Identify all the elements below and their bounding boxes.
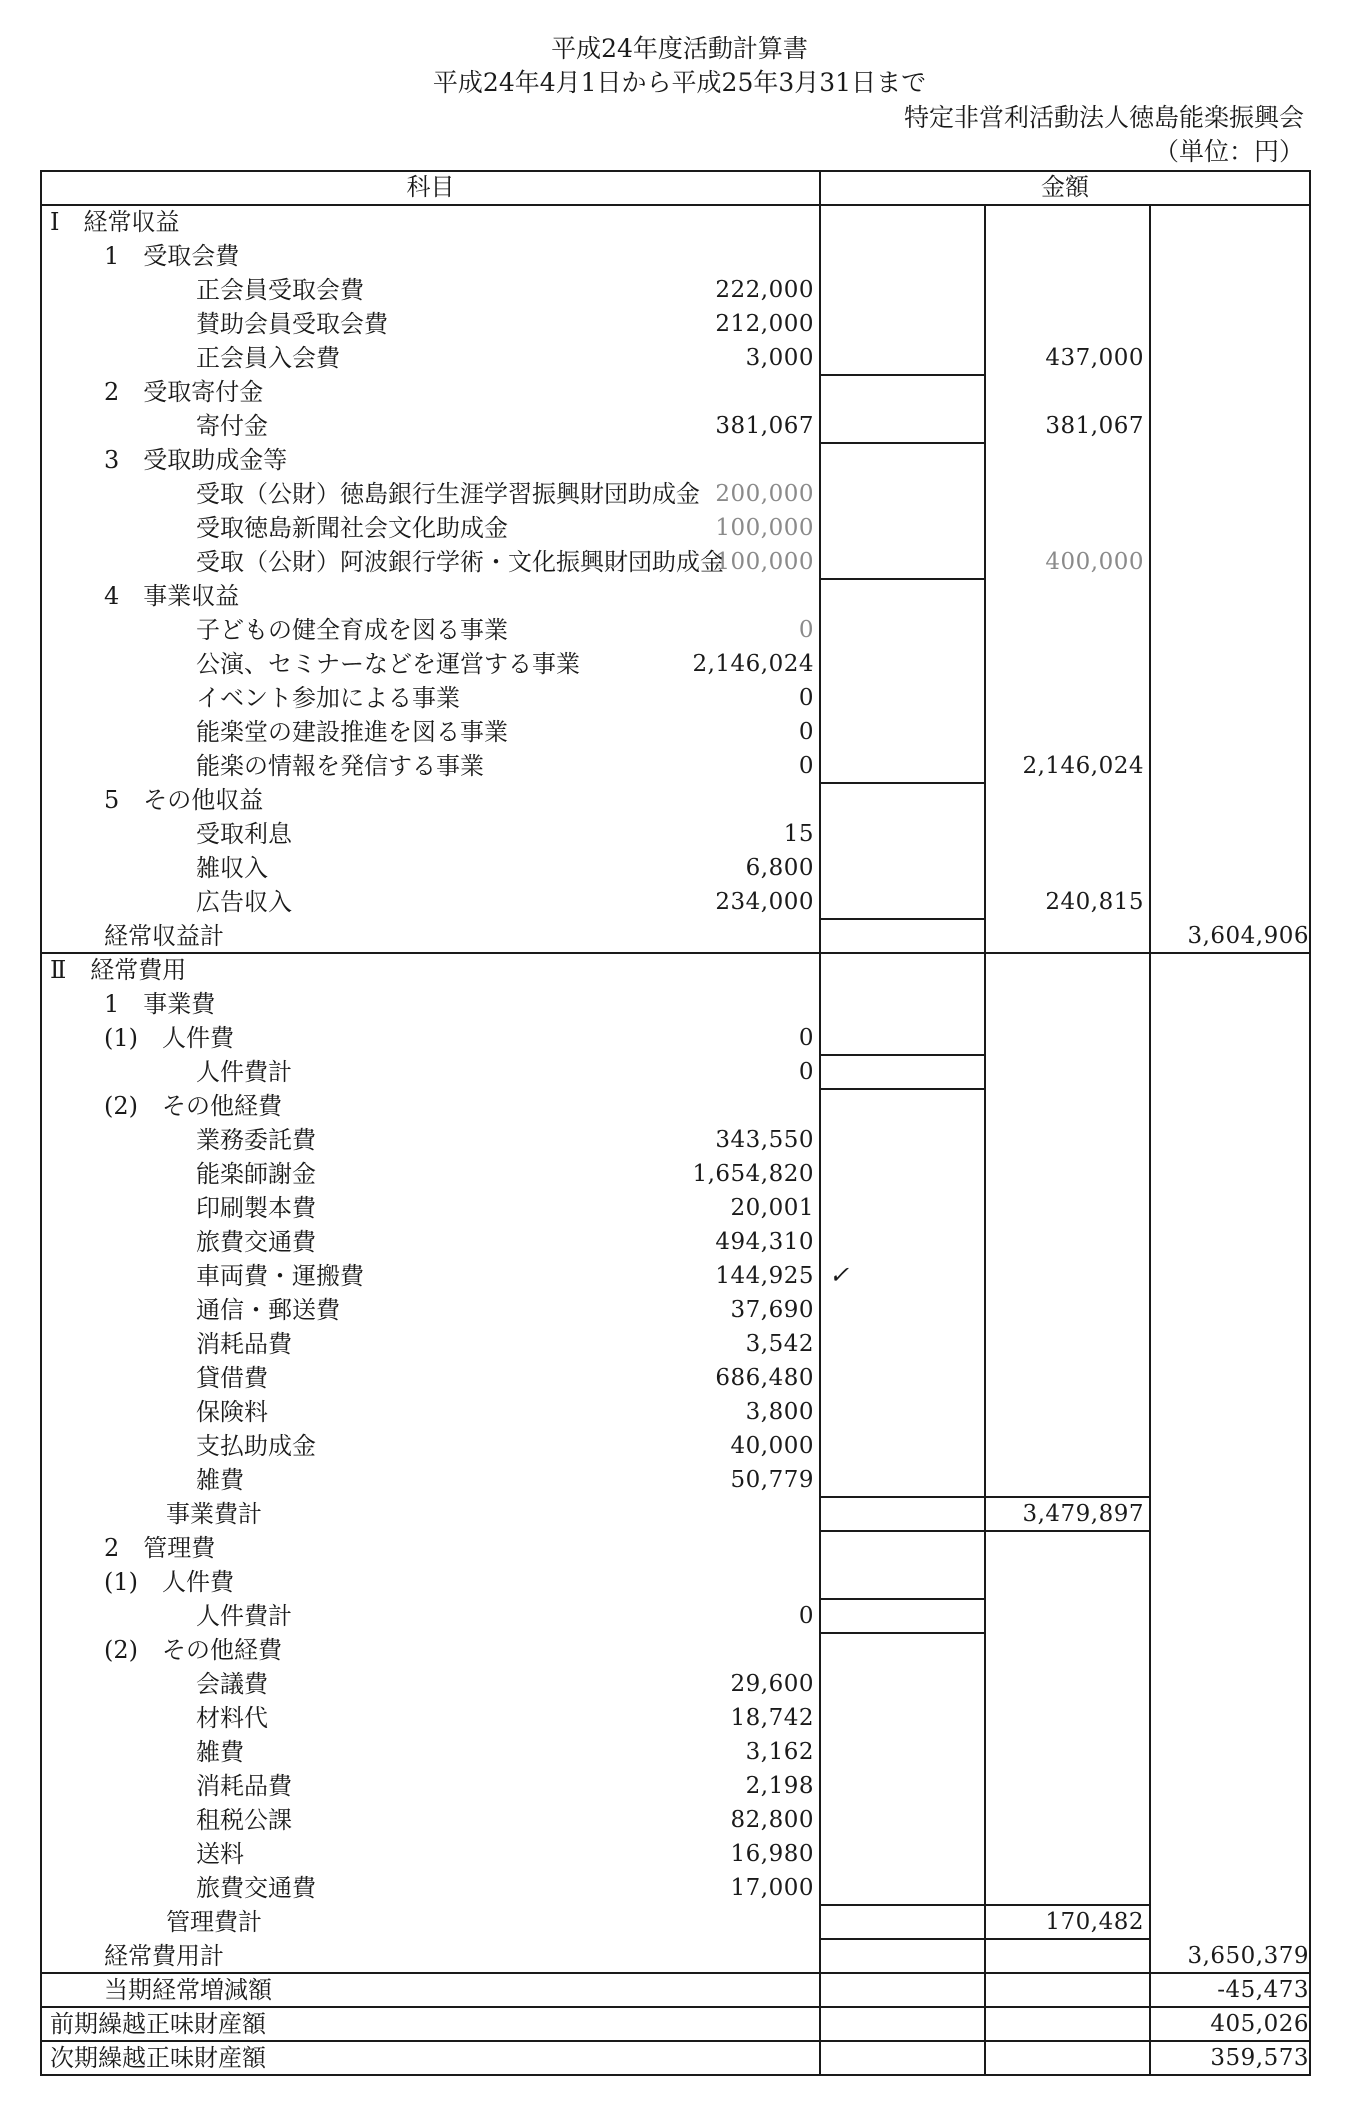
amount-detail: 82,800	[730, 1807, 814, 1833]
row-label: 1 事業費	[104, 990, 216, 1018]
row-label: 能楽堂の建設推進を図る事業	[196, 718, 508, 746]
amount-detail: 100,000	[715, 515, 814, 541]
row-label: 雑費	[196, 1466, 244, 1494]
column-divider	[1149, 204, 1151, 2074]
row-label: 消耗品費	[196, 1772, 292, 1800]
amount-subtotal: 381,067	[1045, 413, 1144, 439]
amount-detail: 494,310	[715, 1229, 814, 1255]
header-divider	[40, 204, 1309, 206]
amount-total: 3,650,379	[1187, 1943, 1309, 1969]
subtotal-rule	[819, 1054, 984, 1056]
row-label: 経常収益計	[104, 922, 224, 950]
amount-total: 405,026	[1210, 2011, 1309, 2037]
row-label: 送料	[196, 1840, 244, 1868]
row-label: 4 事業収益	[104, 582, 240, 610]
row-label: 会議費	[196, 1670, 268, 1698]
row-label: (2) その他経費	[104, 1092, 282, 1120]
row-label: 子どもの健全育成を図る事業	[196, 616, 508, 644]
table-border-left	[40, 170, 42, 2074]
amount-detail: 2,146,024	[692, 651, 814, 677]
section-divider	[40, 952, 1309, 954]
column-divider	[819, 170, 821, 2074]
row-label: (1) 人件費	[104, 1568, 234, 1596]
amount-total: 3,604,906	[1187, 923, 1309, 949]
row-label: 公演、セミナーなどを運営する事業	[196, 650, 580, 678]
amount-detail: 3,000	[745, 345, 814, 371]
row-label: 人件費計	[196, 1602, 292, 1630]
row-label: 2 受取寄付金	[104, 378, 264, 406]
row-label: (1) 人件費	[104, 1024, 234, 1052]
row-label: 正会員入会費	[196, 344, 340, 372]
amount-detail: 0	[798, 1059, 814, 1085]
amount-detail: 15	[783, 821, 814, 847]
row-label: 1 受取会費	[104, 242, 240, 270]
row-label: 受取（公財）徳島銀行生涯学習振興財団助成金	[196, 480, 700, 508]
amount-detail: 17,000	[730, 1875, 814, 1901]
amount-subtotal: 400,000	[1045, 549, 1144, 575]
amount-detail: 0	[798, 617, 814, 643]
amount-detail: 234,000	[715, 889, 814, 915]
row-label: 前期繰越正味財産額	[50, 2010, 266, 2038]
amount-subtotal: 240,815	[1045, 889, 1144, 915]
subtotal-rule	[819, 578, 984, 580]
amount-detail: 40,000	[730, 1433, 814, 1459]
amount-detail: 686,480	[715, 1365, 814, 1391]
row-label: 車両費・運搬費	[196, 1262, 364, 1290]
row-label: 3 受取助成金等	[104, 446, 288, 474]
amount-detail: 20,001	[730, 1195, 814, 1221]
row-label: (2) その他経費	[104, 1636, 282, 1664]
row-label: 管理費計	[166, 1908, 262, 1936]
amount-detail: 0	[798, 685, 814, 711]
row-label: 2 管理費	[104, 1534, 216, 1562]
document-period: 平成24年4月1日から平成25年3月31日まで	[432, 68, 927, 97]
row-label: 材料代	[196, 1704, 268, 1732]
amount-detail: 2,198	[745, 1773, 814, 1799]
row-label: Ⅰ 経常収益	[50, 208, 180, 236]
subtotal-rule	[819, 442, 984, 444]
row-label: イベント参加による事業	[196, 684, 460, 712]
amount-subtotal: 3,479,897	[1022, 1501, 1144, 1527]
subtotal-rule	[819, 1632, 984, 1634]
unit-note: （単位：円）	[1153, 137, 1304, 166]
subtotal-rule	[819, 374, 984, 376]
amount-detail: 6,800	[745, 855, 814, 881]
amount-detail: 144,925	[715, 1263, 814, 1289]
row-label: 雑費	[196, 1738, 244, 1766]
column-divider	[984, 204, 986, 2074]
row-label: 事業費計	[166, 1500, 262, 1528]
amount-subtotal: 2,146,024	[1022, 753, 1144, 779]
row-label: 当期経常増減額	[104, 1976, 272, 2004]
row-label: 印刷製本費	[196, 1194, 316, 1222]
row-label: 能楽師謝金	[196, 1160, 316, 1188]
amount-total: 359,573	[1210, 2045, 1309, 2071]
amount-total: -45,473	[1217, 1977, 1309, 2003]
row-label: 5 その他収益	[104, 786, 264, 814]
row-label: 能楽の情報を発信する事業	[196, 752, 484, 780]
table-border-top	[40, 170, 1309, 172]
row-label: 業務委託費	[196, 1126, 316, 1154]
row-label: 受取利息	[196, 820, 292, 848]
row-label: 受取徳島新聞社会文化助成金	[196, 514, 508, 542]
amount-detail: 50,779	[730, 1467, 814, 1493]
column-header-subject: 科目	[406, 173, 455, 201]
amount-detail: 343,550	[715, 1127, 814, 1153]
row-label: 寄付金	[196, 412, 268, 440]
amount-detail: 16,980	[730, 1841, 814, 1867]
amount-detail: 3,162	[745, 1739, 814, 1765]
amount-detail: 0	[798, 753, 814, 779]
amount-subtotal: 437,000	[1045, 345, 1144, 371]
row-label: 広告収入	[196, 888, 292, 916]
amount-detail: 0	[798, 1025, 814, 1051]
subtotal-rule	[819, 918, 984, 920]
row-label: 経常費用計	[104, 1942, 224, 1970]
column-header-amount: 金額	[1041, 173, 1089, 201]
amount-detail: 1,654,820	[692, 1161, 814, 1187]
amount-subtotal: 170,482	[1045, 1909, 1144, 1935]
row-label: 貸借費	[196, 1364, 268, 1392]
row-label: 人件費計	[196, 1058, 292, 1086]
row-label: 正会員受取会費	[196, 276, 364, 304]
row-label: 旅費交通費	[196, 1228, 316, 1256]
table-border-right	[1309, 170, 1311, 2076]
amount-detail: 3,542	[745, 1331, 814, 1357]
amount-detail: 200,000	[715, 481, 814, 507]
amount-detail: 222,000	[715, 277, 814, 303]
row-label: 受取（公財）阿波銀行学術・文化振興財団助成金	[196, 548, 724, 576]
row-label: 消耗品費	[196, 1330, 292, 1358]
row-label: Ⅱ 経常費用	[50, 956, 187, 984]
organization-name: 特定非営利活動法人徳島能楽振興会	[903, 103, 1304, 132]
row-label: 租税公課	[196, 1806, 292, 1834]
amount-detail: 29,600	[730, 1671, 814, 1697]
row-label: 賛助会員受取会費	[196, 310, 388, 338]
amount-detail: 3,800	[745, 1399, 814, 1425]
amount-detail: 212,000	[715, 311, 814, 337]
document-title: 平成24年度活動計算書	[551, 34, 808, 63]
row-label: 支払助成金	[196, 1432, 316, 1460]
amount-detail: 100,000	[715, 549, 814, 575]
row-label: 旅費交通費	[196, 1874, 316, 1902]
row-label: 雑収入	[196, 854, 268, 882]
row-label: 通信・郵送費	[196, 1296, 340, 1324]
row-label: 保険料	[196, 1398, 268, 1426]
row-label: 次期繰越正味財産額	[50, 2044, 266, 2072]
amount-detail: 0	[798, 719, 814, 745]
amount-detail: 0	[798, 1603, 814, 1629]
subtotal-rule	[819, 1088, 984, 1090]
amount-detail: 381,067	[715, 413, 814, 439]
amount-detail: 37,690	[730, 1297, 814, 1323]
subtotal-rule	[819, 1598, 984, 1600]
subtotal-rule	[819, 782, 984, 784]
amount-detail: 18,742	[730, 1705, 814, 1731]
check-mark: ✓	[829, 1261, 850, 1289]
